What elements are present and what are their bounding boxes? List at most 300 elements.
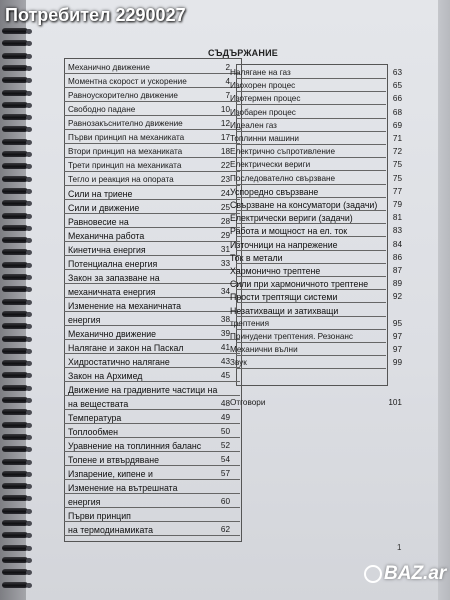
toc-row-rule bbox=[64, 185, 240, 186]
binding-coil bbox=[2, 188, 36, 195]
toc-entry-title: Механични вълни bbox=[230, 345, 298, 355]
punch-hole bbox=[26, 423, 32, 428]
toc-entry-page: 57 bbox=[220, 469, 230, 478]
toc-row-rule bbox=[64, 437, 240, 438]
punch-hole bbox=[26, 349, 32, 354]
bazar-logo bbox=[364, 560, 447, 590]
toc-row-rule bbox=[64, 87, 240, 88]
coil-wire bbox=[2, 422, 28, 428]
toc-entry-title: Кинетична енергия bbox=[68, 245, 146, 255]
punch-hole bbox=[26, 410, 32, 415]
toc-row-rule bbox=[236, 170, 386, 171]
binding-coil bbox=[2, 557, 36, 564]
toc-entry-page: 81 bbox=[392, 213, 402, 223]
binding-coil bbox=[2, 53, 36, 60]
toc-entry-page: 28 bbox=[220, 217, 230, 226]
toc-row-rule bbox=[64, 535, 240, 536]
coil-wire bbox=[2, 434, 28, 440]
binding-coil bbox=[2, 163, 36, 170]
toc-entry-title: на термодинамиката bbox=[68, 525, 153, 535]
toc-row-rule bbox=[64, 73, 240, 74]
toc-row-rule bbox=[64, 521, 240, 522]
punch-hole bbox=[26, 41, 32, 46]
coil-wire bbox=[2, 372, 28, 378]
binding-coil bbox=[2, 336, 36, 343]
toc-row-rule bbox=[64, 479, 240, 480]
toc-entry-page: 33 bbox=[220, 259, 230, 268]
punch-hole bbox=[26, 583, 32, 588]
punch-hole bbox=[26, 570, 32, 575]
toc-row-rule bbox=[236, 157, 386, 158]
binding-coil bbox=[2, 385, 36, 392]
coil-wire bbox=[2, 495, 28, 501]
toc-entry-title: Звук bbox=[230, 358, 247, 368]
toc-row-rule bbox=[64, 353, 240, 354]
coil-wire bbox=[2, 323, 28, 329]
toc-entry-title: Потенциална енергия bbox=[68, 259, 158, 269]
toc-entry-page: 31 bbox=[220, 245, 230, 254]
toc-entry-page: 12 bbox=[220, 119, 230, 128]
toc-row-rule bbox=[236, 263, 386, 264]
binding-coil bbox=[2, 397, 36, 404]
toc-entry-page: 79 bbox=[392, 200, 402, 209]
coil-wire bbox=[2, 77, 28, 83]
toc-entry-page: 49 bbox=[220, 413, 230, 422]
toc-row-rule bbox=[64, 325, 240, 326]
punch-hole bbox=[26, 386, 32, 391]
binding-coil bbox=[2, 274, 36, 281]
toc-entry-title: Последователно свързване bbox=[230, 173, 336, 183]
toc-entry-page: 101 bbox=[388, 398, 402, 407]
toc-row-rule bbox=[64, 269, 240, 270]
binding-coil bbox=[2, 495, 36, 502]
toc-entry-title: Първи принцип на механиката bbox=[68, 133, 185, 142]
coil-wire bbox=[2, 508, 28, 514]
toc-entry-title: Налягане на газ bbox=[230, 68, 291, 77]
toc-entry-page: 23 bbox=[220, 175, 230, 184]
toc-title: СЪДЪРЖАНИЕ bbox=[208, 48, 278, 58]
binding-coil bbox=[2, 471, 36, 478]
toc-entry-title: Трети принцип на механиката bbox=[68, 161, 182, 170]
punch-hole bbox=[26, 103, 32, 108]
toc-entry-page: 77 bbox=[392, 186, 402, 196]
punch-hole bbox=[26, 558, 32, 563]
toc-entry-page: 89 bbox=[392, 279, 402, 289]
toc-entry-page: 52 bbox=[220, 441, 230, 450]
coil-wire bbox=[2, 102, 28, 108]
punch-hole bbox=[26, 263, 32, 268]
binding-coil bbox=[2, 520, 36, 527]
toc-entry-page: 72 bbox=[392, 147, 402, 157]
punch-hole bbox=[26, 484, 32, 489]
toc-entry-page: 39 bbox=[220, 329, 230, 338]
toc-entry-title: Електрично съпротивление bbox=[230, 147, 335, 157]
binding-coil bbox=[2, 545, 36, 552]
toc-entry-page: 66 bbox=[392, 94, 402, 104]
punch-hole bbox=[26, 29, 32, 34]
toc-row-rule bbox=[236, 302, 386, 303]
toc-row-rule bbox=[236, 118, 386, 119]
toc-row-rule bbox=[64, 507, 240, 508]
binding-coil bbox=[2, 90, 36, 97]
toc-entry-title: Сили и движение bbox=[68, 203, 140, 213]
spiral-binding bbox=[2, 28, 36, 600]
toc-entry-title: Втори принцип на механиката bbox=[68, 147, 183, 156]
coil-wire bbox=[2, 348, 28, 354]
toc-entry-page: 60 bbox=[220, 497, 230, 506]
toc-entry-page: 18 bbox=[220, 147, 230, 156]
punch-hole bbox=[26, 300, 32, 305]
coil-wire bbox=[2, 274, 28, 280]
binding-coil bbox=[2, 200, 36, 207]
binding-coil bbox=[2, 77, 36, 84]
toc-entry-title: Топлинни машини bbox=[230, 134, 300, 143]
toc-row-rule bbox=[236, 276, 386, 277]
coil-wire bbox=[2, 286, 28, 292]
toc-entry-title: Закон за запазване на bbox=[68, 273, 160, 283]
coil-wire bbox=[2, 200, 28, 206]
toc-entry-title: Принудени трептения. Резонанс bbox=[230, 332, 354, 341]
binding-coil bbox=[2, 434, 36, 441]
punch-hole bbox=[26, 521, 32, 526]
binding-coil bbox=[2, 237, 36, 244]
binding-coil bbox=[2, 40, 36, 47]
coil-wire bbox=[2, 151, 28, 157]
toc-entry-page: 92 bbox=[392, 292, 402, 302]
toc-entry-page: 7 bbox=[225, 91, 230, 100]
punch-hole bbox=[26, 127, 32, 132]
toc-row-rule bbox=[236, 316, 386, 317]
toc-entry-page: 87 bbox=[392, 266, 402, 275]
binding-coil bbox=[2, 508, 36, 515]
binding-coil bbox=[2, 151, 36, 158]
toc-entry-page: 95 bbox=[392, 318, 402, 328]
toc-entry-title: Хидростатично налягане bbox=[68, 357, 170, 367]
binding-coil bbox=[2, 126, 36, 133]
toc-entry-title: Движение на градивните частици на bbox=[68, 385, 218, 395]
toc-entry-title: Ток в метали bbox=[230, 252, 283, 263]
toc-entry-title: Механично движение bbox=[68, 63, 150, 72]
toc-row-rule bbox=[64, 101, 240, 102]
toc-entry-page: 29 bbox=[220, 231, 230, 240]
toc-entry-title: Топлообмен bbox=[68, 427, 119, 437]
toc-entry-title: Идеален газ bbox=[230, 120, 277, 130]
toc-entry-title: Уравнение на топлинния баланс bbox=[68, 441, 202, 451]
toc-entry-page: 86 bbox=[392, 252, 402, 262]
binding-coil bbox=[2, 249, 36, 256]
coil-wire bbox=[2, 459, 28, 465]
coil-wire bbox=[2, 360, 28, 366]
toc-entry-page: 63 bbox=[392, 68, 402, 77]
toc-entry-title: Механична работа bbox=[68, 231, 145, 241]
punch-hole bbox=[26, 189, 32, 194]
coil-wire bbox=[2, 483, 28, 489]
toc-entry-title: Равновесие на bbox=[68, 217, 129, 227]
binding-coil bbox=[2, 532, 36, 539]
punch-hole bbox=[26, 152, 32, 157]
toc-row-rule bbox=[64, 311, 240, 312]
toc-entry-page: 38 bbox=[220, 315, 230, 324]
toc-row-rule bbox=[236, 104, 386, 105]
toc-row-rule bbox=[236, 223, 386, 224]
toc-row-rule bbox=[64, 157, 240, 158]
coil-wire bbox=[2, 176, 28, 182]
binding-coil bbox=[2, 459, 36, 466]
toc-row-rule bbox=[236, 91, 386, 92]
toc-entry-title: Налягане и закон на Паскал bbox=[68, 343, 184, 353]
coil-wire bbox=[2, 53, 28, 59]
coil-wire bbox=[2, 90, 28, 96]
toc-entry-title: Закон на Архимед bbox=[68, 371, 143, 381]
toc-row-rule bbox=[64, 451, 240, 452]
coil-wire bbox=[2, 569, 28, 575]
toc-entry-title: Източници на напрежение bbox=[230, 239, 338, 250]
coil-wire bbox=[2, 582, 28, 588]
toc-row-rule bbox=[64, 213, 240, 214]
toc-entry-page: 25 bbox=[220, 203, 230, 212]
toc-row-rule bbox=[64, 465, 240, 466]
binding-coil bbox=[2, 176, 36, 183]
toc-entry-page: 69 bbox=[392, 120, 402, 130]
coil-wire bbox=[2, 545, 28, 551]
binding-coil bbox=[2, 323, 36, 330]
punch-hole bbox=[26, 509, 32, 514]
toc-entry-title: Изменение на механичната bbox=[68, 301, 182, 311]
toc-entry-page: 48 bbox=[220, 399, 230, 408]
toc-row-rule bbox=[64, 171, 240, 172]
toc-entry-title: Изохорен процес bbox=[230, 81, 296, 91]
punch-hole bbox=[26, 78, 32, 83]
punch-hole bbox=[26, 226, 32, 231]
toc-entry-page: 17 bbox=[220, 133, 230, 142]
bazar-logo-icon bbox=[364, 565, 382, 583]
toc-entry-title: Работа и мощност на ел. ток bbox=[230, 226, 348, 237]
toc-row-rule bbox=[64, 199, 240, 200]
toc-entry-page: 2 bbox=[225, 63, 230, 72]
binding-coil bbox=[2, 582, 36, 589]
binding-coil bbox=[2, 409, 36, 416]
toc-entry-title: Хармонично трептене bbox=[230, 266, 321, 276]
toc-entry-title: Тегло и реакция на опората bbox=[68, 175, 174, 184]
toc-row-rule bbox=[236, 289, 386, 290]
punch-hole bbox=[26, 66, 32, 71]
toc-row-rule bbox=[236, 368, 386, 369]
toc-entry-title: Електрически вериги bbox=[230, 160, 311, 170]
toc-row-rule bbox=[64, 129, 240, 130]
binding-coil bbox=[2, 483, 36, 490]
punch-hole bbox=[26, 140, 32, 145]
toc-entry-title: Равнозакъснително движение bbox=[68, 119, 183, 128]
punch-hole bbox=[26, 460, 32, 465]
punch-hole bbox=[26, 496, 32, 501]
toc-row-rule bbox=[236, 355, 386, 356]
toc-entry-page: 41 bbox=[220, 343, 230, 352]
punch-hole bbox=[26, 435, 32, 440]
toc-row-rule bbox=[64, 381, 240, 382]
punch-hole bbox=[26, 533, 32, 538]
toc-entry-page: 97 bbox=[392, 345, 402, 355]
toc-row-rule bbox=[236, 236, 386, 237]
punch-hole bbox=[26, 472, 32, 477]
toc-entry-title: механичната енергия bbox=[68, 287, 156, 297]
toc-entry-page: 84 bbox=[392, 239, 402, 249]
toc-entry-title: Механично движение bbox=[68, 329, 157, 339]
coil-wire bbox=[2, 225, 28, 231]
toc-entry-title: Моментна скорост и ускорение bbox=[68, 77, 187, 86]
toc-row-rule bbox=[64, 143, 240, 144]
toc-entry-title: Изобарен процес bbox=[230, 107, 296, 117]
binding-coil bbox=[2, 422, 36, 429]
toc-row-rule bbox=[64, 115, 240, 116]
toc-row-rule bbox=[236, 144, 386, 145]
coil-wire bbox=[2, 139, 28, 145]
binding-coil bbox=[2, 213, 36, 220]
coil-wire bbox=[2, 126, 28, 132]
toc-entry-title: Незатихващи и затихващи bbox=[230, 305, 339, 316]
coil-wire bbox=[2, 213, 28, 219]
toc-entry-title: енергия bbox=[68, 497, 101, 507]
coil-wire bbox=[2, 446, 28, 452]
bazar-logo-text: BAZ.ar bbox=[384, 563, 447, 584]
binding-coil bbox=[2, 65, 36, 72]
toc-row-rule bbox=[236, 131, 386, 132]
punch-hole bbox=[26, 201, 32, 206]
toc-entry-page: 99 bbox=[392, 358, 402, 368]
toc-entry-page: 4 bbox=[225, 77, 230, 86]
coil-wire bbox=[2, 188, 28, 194]
toc-entry-page: 71 bbox=[392, 134, 402, 143]
toc-entry-title: Прости трептящи системи bbox=[230, 292, 338, 303]
binding-coil bbox=[2, 286, 36, 293]
toc-entry-title: Сили на триене bbox=[68, 189, 133, 199]
toc-entry-page: 68 bbox=[392, 107, 402, 117]
toc-entry-title: Успоредно свързване bbox=[230, 186, 319, 197]
toc-row-rule bbox=[64, 395, 240, 396]
coil-wire bbox=[2, 40, 28, 46]
coil-wire bbox=[2, 311, 28, 317]
page-edge bbox=[438, 0, 450, 600]
toc-row-rule bbox=[236, 78, 386, 79]
coil-wire bbox=[2, 65, 28, 71]
binding-coil bbox=[2, 569, 36, 576]
toc-entry-page: 65 bbox=[392, 81, 402, 91]
coil-wire bbox=[2, 249, 28, 255]
toc-row-rule bbox=[236, 184, 386, 185]
toc-entry-page: 62 bbox=[220, 525, 230, 534]
binding-coil bbox=[2, 28, 36, 35]
toc-entry-title: енергия bbox=[68, 315, 101, 325]
toc-row-rule bbox=[64, 409, 240, 410]
toc-row-rule bbox=[64, 423, 240, 424]
toc-row-rule bbox=[64, 297, 240, 298]
punch-hole bbox=[26, 447, 32, 452]
toc-row-rule bbox=[64, 283, 240, 284]
punch-hole bbox=[26, 312, 32, 317]
punch-hole bbox=[26, 250, 32, 255]
toc-entry-page: 45 bbox=[220, 371, 230, 380]
toc-entry-title: трептения bbox=[230, 318, 270, 328]
toc-row-rule bbox=[236, 210, 386, 211]
toc-entry-page: 54 bbox=[220, 455, 230, 464]
coil-wire bbox=[2, 262, 28, 268]
toc-entry-page: 22 bbox=[220, 161, 230, 170]
toc-entry-title: Първи принцип bbox=[68, 511, 131, 521]
toc-entry-page: 75 bbox=[392, 173, 402, 183]
toc-entry-title: Изменение на вътрешната bbox=[68, 483, 178, 493]
coil-wire bbox=[2, 385, 28, 391]
punch-hole bbox=[26, 91, 32, 96]
toc-entry-title: Сили при хармоничното трептене bbox=[230, 279, 369, 290]
coil-wire bbox=[2, 557, 28, 563]
binding-coil bbox=[2, 372, 36, 379]
punch-hole bbox=[26, 177, 32, 182]
toc-entry-title: Топене и втвърдяване bbox=[68, 455, 159, 465]
coil-wire bbox=[2, 237, 28, 243]
binding-coil bbox=[2, 225, 36, 232]
toc-entry-title: на веществата bbox=[68, 399, 129, 409]
binding-coil bbox=[2, 262, 36, 269]
toc-row-rule bbox=[236, 197, 386, 198]
punch-hole bbox=[26, 238, 32, 243]
toc-entry-page: 43 bbox=[220, 357, 230, 366]
punch-hole bbox=[26, 54, 32, 59]
toc-entry-page: 10 bbox=[220, 105, 230, 114]
toc-row-rule bbox=[64, 493, 240, 494]
toc-entry-title: Свободно падане bbox=[68, 105, 136, 114]
binding-coil bbox=[2, 311, 36, 318]
coil-wire bbox=[2, 28, 28, 34]
toc-row-rule bbox=[236, 342, 386, 343]
binding-coil bbox=[2, 102, 36, 109]
page-number: 1 bbox=[397, 543, 402, 552]
toc-row-rule bbox=[236, 250, 386, 251]
coil-wire bbox=[2, 114, 28, 120]
punch-hole bbox=[26, 361, 32, 366]
punch-hole bbox=[26, 275, 32, 280]
toc-row-rule bbox=[64, 255, 240, 256]
user-watermark: Потребител 2290027 bbox=[5, 5, 186, 25]
punch-hole bbox=[26, 373, 32, 378]
toc-row-rule bbox=[64, 241, 240, 242]
toc-entry-page: 50 bbox=[220, 427, 230, 436]
toc-entry-title: Отговори bbox=[230, 398, 266, 407]
binding-coil bbox=[2, 299, 36, 306]
toc-entry-title: Електрически вериги (задачи) bbox=[230, 213, 353, 224]
binding-coil bbox=[2, 360, 36, 367]
coil-wire bbox=[2, 336, 28, 342]
punch-hole bbox=[26, 287, 32, 292]
punch-hole bbox=[26, 214, 32, 219]
coil-wire bbox=[2, 397, 28, 403]
toc-entry-title: Свързване на консуматори (задачи) bbox=[230, 200, 378, 210]
punch-hole bbox=[26, 324, 32, 329]
punch-hole bbox=[26, 164, 32, 169]
toc-row-rule bbox=[236, 329, 386, 330]
toc-entry-page: 34 bbox=[220, 287, 230, 296]
punch-hole bbox=[26, 337, 32, 342]
toc-row-rule bbox=[64, 367, 240, 368]
binding-coil bbox=[2, 139, 36, 146]
binding-coil bbox=[2, 114, 36, 121]
coil-wire bbox=[2, 471, 28, 477]
toc-entry-title: Изотермен процес bbox=[230, 94, 301, 104]
toc-row-rule bbox=[64, 339, 240, 340]
punch-hole bbox=[26, 398, 32, 403]
toc-row-rule bbox=[64, 227, 240, 228]
toc-entry-page: 24 bbox=[220, 189, 230, 198]
coil-wire bbox=[2, 409, 28, 415]
binding-coil bbox=[2, 348, 36, 355]
